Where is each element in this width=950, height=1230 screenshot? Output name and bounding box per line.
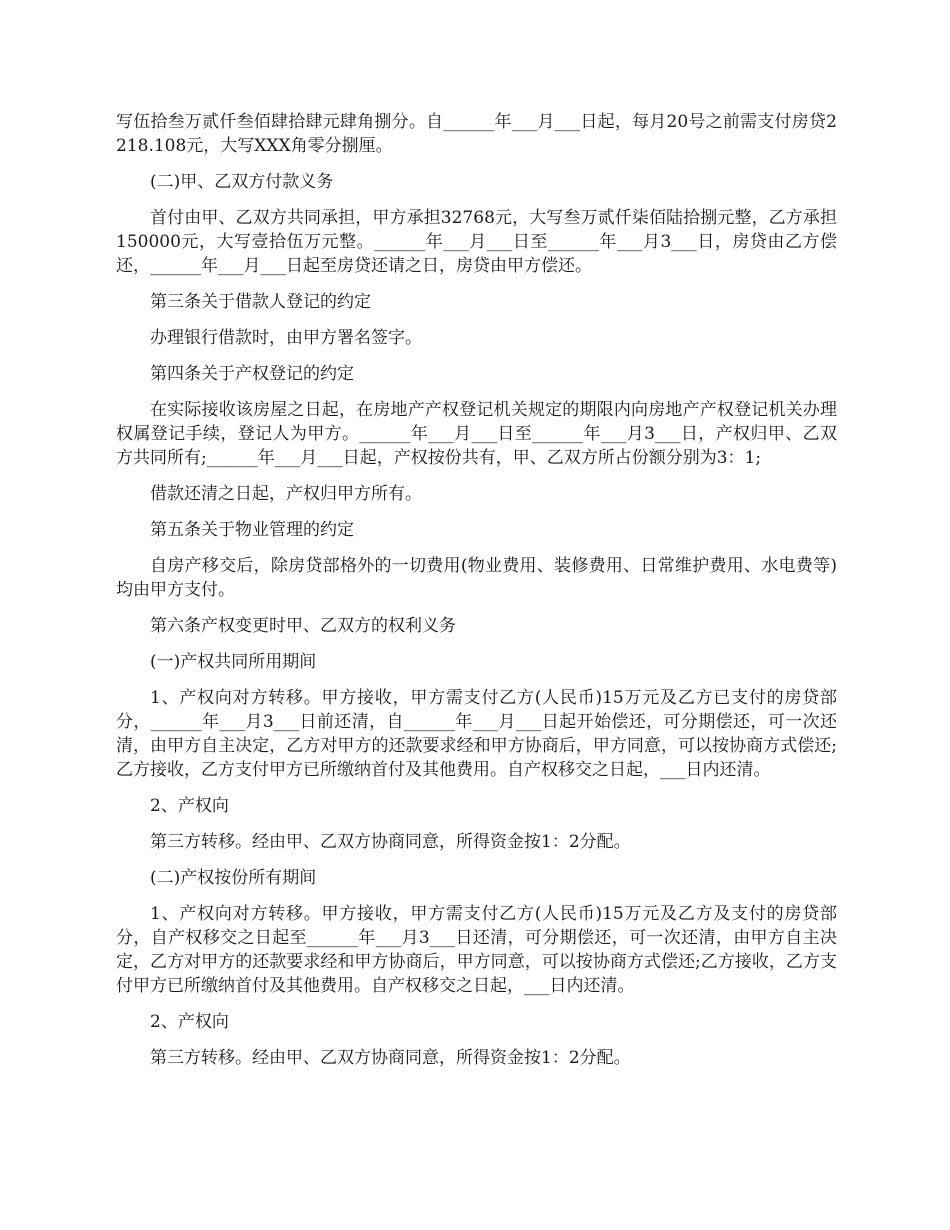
paragraph-borrower-signature: 办理银行借款时，由甲方署名签字。 [150,328,422,348]
heading-article-5: 第五条关于物业管理的约定 [150,520,354,540]
paragraph-share-transfer-clause-2: 2、产权向 [150,1012,229,1032]
heading-article-6: 第六条产权变更时甲、乙双方的权利义务 [150,616,456,636]
paragraph-payment-continuation: 写伍拾叁万贰仟叁佰肆拾肆元肆角捌分。自______年___月___日起，每月20号之前需支付房贷2218.108元，大写XXX角零分捌厘。 [116,112,837,156]
heading-share-ownership-period: (二)产权按份所有期间 [150,868,317,888]
paragraph-share-third-party: 第三方转移。经由甲、乙双方协商同意，所得资金按1：2分配。 [150,1048,631,1068]
paragraph-loan-cleared: 借款还清之日起，产权归甲方所有。 [150,484,422,504]
heading-joint-ownership-period: (一)产权共同所用期间 [150,652,317,672]
paragraph-joint-transfer-clause-2: 2、产权向 [150,796,229,816]
paragraph-joint-third-party: 第三方转移。经由甲、乙双方协商同意，所得资金按1：2分配。 [150,832,631,852]
paragraph-joint-transfer-to-party: 1、产权向对方转移。甲方接收，甲方需支付乙方(人民币)15万元及乙方已支付的房贷部分，______年___月3___日前还清，自______年___月___日起开始偿还，可分期偿还，可一次还清，由甲方自主决定，乙方对甲方的还款要求经和甲方协商后，甲方同意，可以按协商方式偿还;乙方接收，乙方支付甲方已所缴纳首付及其他费用。自产权移交之日起，___日内还清。 [116,688,837,780]
paragraph-down-payment: 首付由甲、乙双方共同承担，甲方承担32768元，大写叁万贰仟柒佰陆拾捌元整，乙方承担150000元，大写壹拾伍万元整。______年___月___日至______年___月3___日，房贷由乙方偿还，______年___月___日起至房贷还请之日，房贷由甲方偿还。 [116,208,837,276]
paragraph-property-fees: 自房产移交后，除房贷部格外的一切费用(物业费用、装修费用、日常维护费用、水电费等)均由甲方支付。 [116,556,837,600]
heading-article-4: 第四条关于产权登记的约定 [150,364,354,384]
paragraph-share-transfer-to-party: 1、产权向对方转移。甲方接收，甲方需支付乙方(人民币)15万元及乙方及支付的房贷部分，自产权移交之日起至______年___月3___日还清，可分期偿还，可一次还清，由甲方自主决定，乙方对甲方的还款要求经和甲方协商后，甲方同意，可以按协商方式偿还;乙方接收，乙方支付甲方已所缴纳首付及其他费用。自产权移交之日起，___日内还清。 [116,904,837,996]
paragraph-property-registration: 在实际接收该房屋之日起，在房地产产权登记机关规定的期限内向房地产产权登记机关办理权属登记手续，登记人为甲方。______年___月___日至______年___月3___日，产权归甲、乙双方共同所有;______年___月___日起，产权按份共有，甲、乙双方所占份额分别为3：1; [116,400,837,468]
heading-payment-obligations: (二)甲、乙双方付款义务 [150,172,334,192]
heading-article-3: 第三条关于借款人登记的约定 [150,292,371,312]
